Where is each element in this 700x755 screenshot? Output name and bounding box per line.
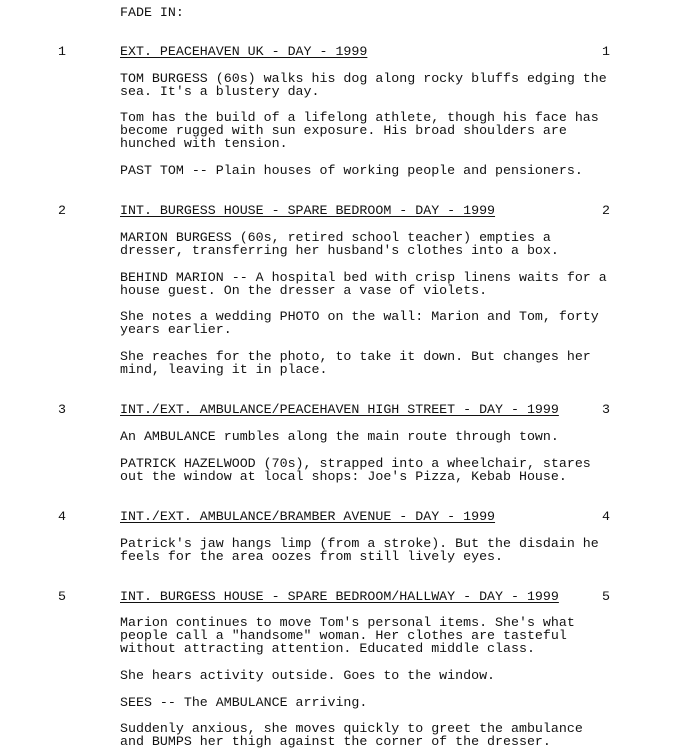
- action-line: people call a "handsome" woman. Her clothes are tasteful: [120, 628, 567, 643]
- action-line: PAST TOM -- Plain houses of working people and pensioners.: [120, 163, 583, 178]
- action-line: SEES -- The AMBULANCE arriving.: [120, 695, 368, 710]
- action-line: MARION BURGESS (60s, retired school teacher) empties a: [120, 230, 551, 245]
- action-line: Marion continues to move Tom's personal items. She's what: [120, 615, 575, 630]
- action-line: BEHIND MARION -- A hospital bed with crisp linens waits for a: [120, 270, 607, 285]
- scene-heading: INT. BURGESS HOUSE - SPARE BEDROOM/HALLWAY - DAY - 1999: [120, 589, 559, 604]
- action-line: become rugged with sun exposure. His broad shoulders are: [120, 123, 567, 138]
- action-line: mind, leaving it in place.: [120, 362, 328, 377]
- action-line: without attracting attention. Educated middle class.: [120, 641, 535, 656]
- action-line: An AMBULANCE rumbles along the main route through town.: [120, 429, 559, 444]
- scene-number-right: 1: [602, 44, 610, 59]
- scene-heading: INT. BURGESS HOUSE - SPARE BEDROOM - DAY - 1999: [120, 203, 496, 218]
- scene-heading: INT./EXT. AMBULANCE/PEACEHAVEN HIGH STREET - DAY - 1999: [120, 402, 559, 417]
- action-line: sea. It's a blustery day.: [120, 84, 320, 99]
- action-line: She hears activity outside. Goes to the window.: [120, 668, 496, 683]
- action-line: PATRICK HAZELWOOD (70s), strapped into a wheelchair, stares: [120, 456, 591, 471]
- transition-fade-in: FADE IN:: [120, 5, 184, 20]
- scene-number-right: 3: [602, 402, 610, 417]
- action-line: TOM BURGESS (60s) walks his dog along rocky bluffs edging the: [120, 71, 607, 86]
- scene-number-right: 5: [602, 589, 610, 604]
- action-line: She reaches for the photo, to take it down. But changes her: [120, 349, 591, 364]
- action-line: hunched with tension.: [120, 136, 288, 151]
- action-line: and BUMPS her thigh against the corner of the dresser.: [120, 734, 551, 749]
- action-line: years earlier.: [120, 322, 232, 337]
- scene-number-left: 5: [58, 589, 66, 604]
- scene-number-right: 2: [602, 203, 610, 218]
- action-line: out the window at local shops: Joe's Pizza, Kebab House.: [120, 469, 567, 484]
- action-line: She notes a wedding PHOTO on the wall: Marion and Tom, forty: [120, 309, 599, 324]
- scene-number-left: 1: [58, 44, 66, 59]
- scene-heading: EXT. PEACEHAVEN UK - DAY - 1999: [120, 44, 368, 59]
- action-line: Tom has the build of a lifelong athlete, though his face has: [120, 110, 599, 125]
- scene-heading: INT./EXT. AMBULANCE/BRAMBER AVENUE - DAY - 1999: [120, 509, 496, 524]
- scene-number-left: 3: [58, 402, 66, 417]
- scene-number-left: 4: [58, 509, 66, 524]
- action-line: Patrick's jaw hangs limp (from a stroke). But the disdain he: [120, 536, 599, 551]
- action-line: Suddenly anxious, she moves quickly to greet the ambulance: [120, 721, 583, 736]
- action-line: house guest. On the dresser a vase of violets.: [120, 283, 488, 298]
- scene-number-left: 2: [58, 203, 66, 218]
- action-line: feels for the area oozes from still lively eyes.: [120, 549, 504, 564]
- action-line: dresser, transferring her husband's clothes into a box.: [120, 243, 559, 258]
- scene-number-right: 4: [602, 509, 610, 524]
